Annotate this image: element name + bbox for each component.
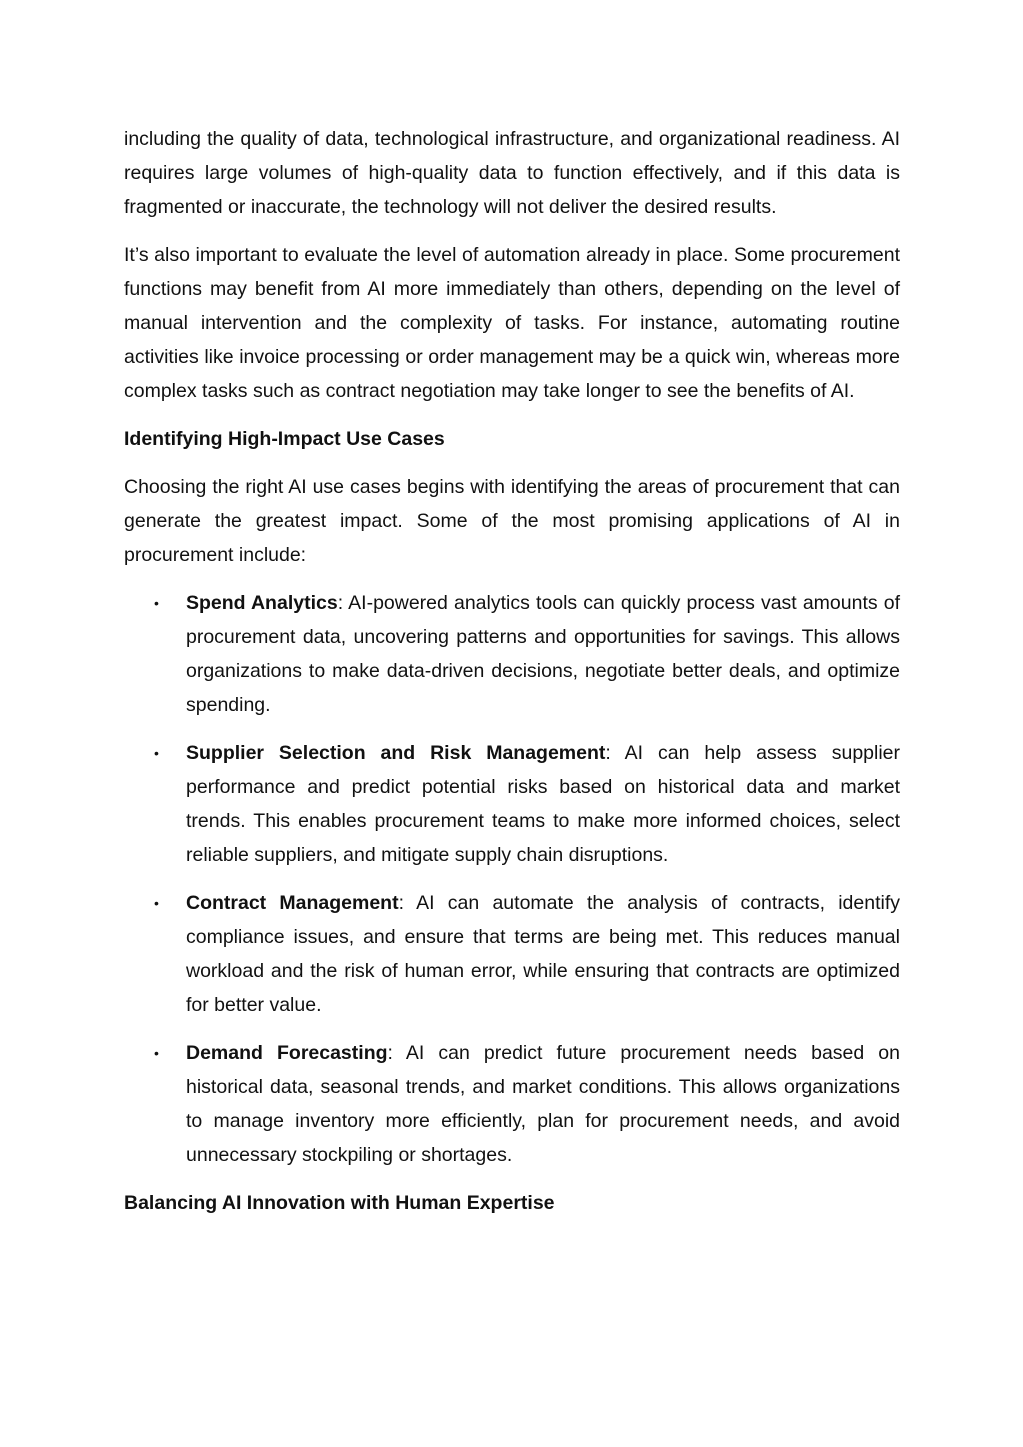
list-item-text: : AI can help assess supplier performance and predict potential risks based on historical data and market trends. This enables procurement teams to make more informed choices, select reliable suppliers, and mitigate supply chain disruptions. — [186, 742, 901, 866]
paragraph-use-cases-intro: Choosing the right AI use cases begins with identifying the areas of procurement that can generate the greatest impact. Some of the most promising applications of AI in procurement include: — [124, 476, 900, 566]
bullet-icon: • — [154, 745, 159, 761]
section-heading-use-cases: Identifying High-Impact Use Cases — [124, 428, 445, 450]
bullet-icon: • — [154, 1045, 159, 1061]
list-item-contract-management — [124, 886, 900, 1022]
list-item-text: : AI-powered analytics tools can quickly process vast amounts of procurement data, uncovering patterns and opportunities for savings. This allows organizations to make data-driven decisions, negotiate better deals, and optimize spending. — [186, 592, 900, 716]
list-item-term: Spend Analytics — [186, 592, 338, 614]
section-heading-human-expertise: Balancing AI Innovation with Human Expertise — [124, 1192, 555, 1214]
list-item-text: : AI can predict future procurement needs based on historical data, seasonal trends, and market conditions. This allows organizations to manage inventory more efficiently, plan for procurement needs, and avoid unnecessary stockpiling or shortages. — [186, 1042, 900, 1166]
list-item-demand-forecasting — [124, 1036, 900, 1172]
list-item-supplier-selection — [124, 736, 900, 872]
paragraph-data-quality: including the quality of data, technological infrastructure, and organizational readiness. AI requires large volumes of high-quality data to function effectively, and if this data is fragmented or inaccurate, the technology will not deliver the desired results. — [124, 128, 900, 218]
paragraph-automation-level: It’s also important to evaluate the level of automation already in place. Some procurement functions may benefit from AI more immediately than others, depending on the level of manual intervention and the complexity of tasks. For instance, automating routine activities like invoice processing or order management may be a quick win, whereas more complex tasks such as contract negotiation may take longer to see the benefits of AI. — [124, 244, 900, 402]
list-item-spend-analytics — [124, 586, 900, 722]
bullet-icon: • — [154, 895, 159, 911]
list-item-term: Demand Forecasting — [186, 1042, 388, 1064]
list-item-term: Supplier Selection and Risk Management — [186, 742, 606, 764]
bullet-icon: • — [154, 595, 159, 611]
list-item-term: Contract Management — [186, 892, 399, 914]
document-page — [124, 122, 900, 1234]
use-case-list — [124, 586, 900, 1172]
list-item-text: : AI can automate the analysis of contracts, identify compliance issues, and ensure that terms are being met. This reduces manual workload and the risk of human error, while ensuring that contracts are optimized for better value. — [186, 892, 900, 1016]
